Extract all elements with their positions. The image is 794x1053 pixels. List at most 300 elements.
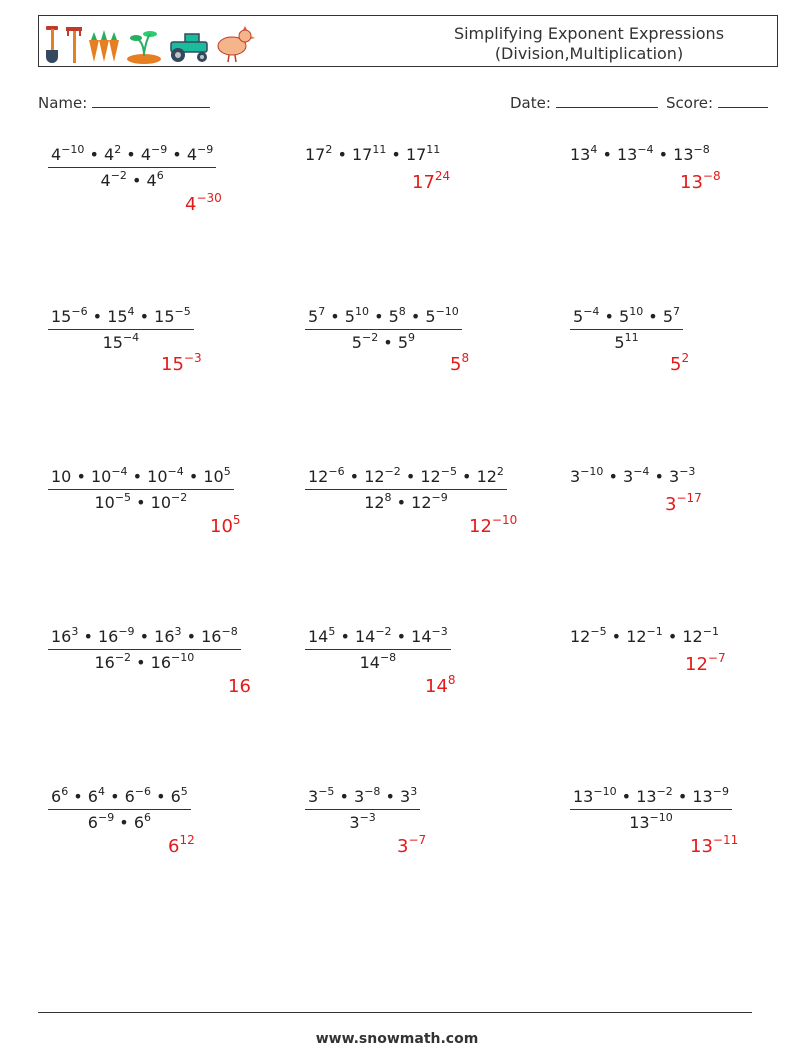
term-base: 12 xyxy=(682,627,703,646)
header-icons xyxy=(43,20,255,64)
numerator xyxy=(305,467,507,490)
term-base: 13 xyxy=(673,145,694,164)
term-base: 16 xyxy=(97,627,119,646)
term-base: 6 xyxy=(133,813,144,832)
denominator xyxy=(305,650,451,672)
fraction xyxy=(48,627,241,672)
term-base: 4 xyxy=(100,171,111,190)
term-base: 12 xyxy=(685,654,708,675)
multiply-dot: • xyxy=(104,787,125,806)
hen-icon xyxy=(215,24,255,64)
term-exponent: −5 xyxy=(114,491,132,504)
term-exponent: 9 xyxy=(408,331,415,344)
term-base: 4 xyxy=(146,171,157,190)
multiply-dot: • xyxy=(134,307,155,326)
term-base: 13 xyxy=(570,145,591,164)
term-exponent: −2 xyxy=(656,785,673,798)
term-base: 3 xyxy=(669,467,680,486)
power-term xyxy=(134,813,151,832)
term-exponent: 11 xyxy=(624,331,639,344)
term-exponent: −4 xyxy=(637,143,654,156)
problem-14 xyxy=(305,787,420,832)
term-base: 12 xyxy=(476,467,497,486)
power-term xyxy=(411,627,448,646)
term-exponent: 5 xyxy=(232,513,241,527)
term-exponent: −4 xyxy=(111,465,128,478)
term-base: 5 xyxy=(425,307,436,326)
term-exponent: −1 xyxy=(646,625,663,638)
problem-4 xyxy=(48,307,194,352)
fraction xyxy=(305,467,507,512)
term-base: 13 xyxy=(636,787,657,806)
term-exponent: 3 xyxy=(71,625,79,638)
term-exponent: −10 xyxy=(61,143,85,156)
shovel-icon xyxy=(43,24,61,64)
power-term xyxy=(91,467,128,486)
multiply-dot: • xyxy=(114,813,134,832)
multiply-dot: • xyxy=(127,467,148,486)
power-term xyxy=(354,787,380,806)
multiply-dot: • xyxy=(378,333,398,352)
multiply-dot: • xyxy=(68,787,88,806)
numerator xyxy=(570,787,732,810)
problem-15 xyxy=(570,787,732,832)
term-exponent: 8 xyxy=(447,673,456,687)
term-exponent: −30 xyxy=(196,191,222,205)
power-term xyxy=(477,467,504,486)
term-base: 14 xyxy=(411,627,432,646)
term-base: 3 xyxy=(623,467,634,486)
power-term xyxy=(355,627,392,646)
multiply-dot: • xyxy=(332,145,352,164)
problem-2 xyxy=(305,145,440,164)
power-term xyxy=(629,813,673,832)
term-base: 12 xyxy=(364,493,385,512)
denominator xyxy=(570,810,732,832)
multiply-dot: • xyxy=(121,145,141,164)
problem-3 xyxy=(570,145,710,164)
power-term xyxy=(406,145,440,164)
date-label: Date: xyxy=(510,94,551,112)
power-term xyxy=(51,627,78,646)
power-term xyxy=(352,333,378,352)
term-exponent: −7 xyxy=(707,651,726,665)
multiply-dot: • xyxy=(71,467,91,486)
term-base: 4 xyxy=(140,145,151,164)
term-exponent: −3 xyxy=(183,351,202,365)
term-base: 6 xyxy=(87,787,98,806)
term-exponent: 6 xyxy=(61,785,69,798)
answer-9 xyxy=(665,491,702,515)
term-base: 12 xyxy=(626,627,647,646)
term-base: 12 xyxy=(469,516,492,537)
term-exponent: 2 xyxy=(496,465,504,478)
multiply-dot: • xyxy=(380,787,401,806)
term-base: 12 xyxy=(308,467,329,486)
answer-2 xyxy=(412,169,451,193)
power-term xyxy=(619,307,643,326)
power-term xyxy=(360,653,397,672)
term-exponent: −4 xyxy=(633,465,650,478)
product-expression xyxy=(570,145,710,164)
multiply-dot: • xyxy=(597,145,617,164)
term-exponent: 2 xyxy=(681,351,690,365)
term-base: 12 xyxy=(570,627,591,646)
score-field[interactable] xyxy=(666,93,768,112)
answer-7 xyxy=(210,513,241,537)
term-base: 14 xyxy=(425,676,448,697)
answer-1 xyxy=(185,191,222,215)
power-term xyxy=(154,627,181,646)
term-exponent: −9 xyxy=(151,143,168,156)
term-exponent: 6 xyxy=(156,169,164,182)
multiply-dot: • xyxy=(151,787,171,806)
power-term xyxy=(349,813,375,832)
denominator xyxy=(305,810,420,832)
power-term xyxy=(98,627,135,646)
multiply-dot: • xyxy=(183,467,204,486)
problem-11 xyxy=(305,627,451,672)
problem-1 xyxy=(48,145,216,190)
term-base: 10 xyxy=(150,493,172,512)
problem-10 xyxy=(48,627,241,672)
numerator xyxy=(305,787,420,810)
carrots-icon xyxy=(87,24,121,64)
multiply-dot: • xyxy=(649,467,670,486)
answer-8 xyxy=(469,513,518,537)
term-base: 5 xyxy=(388,307,399,326)
name-label: Name: xyxy=(38,94,88,112)
multiply-dot: • xyxy=(78,627,98,646)
multiply-dot: • xyxy=(405,307,426,326)
term-base: 17 xyxy=(412,172,435,193)
term-exponent: −8 xyxy=(364,785,381,798)
tractor-icon xyxy=(167,24,211,64)
answer-5 xyxy=(450,351,470,375)
footer-url: www.snowmath.com xyxy=(315,1031,479,1047)
term-exponent: −2 xyxy=(114,651,132,664)
power-term xyxy=(94,653,131,672)
term-base: 3 xyxy=(308,787,319,806)
term-exponent: 11 xyxy=(426,143,441,156)
answer-3 xyxy=(680,169,721,193)
term-exponent: −9 xyxy=(97,811,115,824)
power-term xyxy=(389,307,406,326)
power-term xyxy=(364,467,401,486)
term-base: 10 xyxy=(51,467,72,486)
power-term xyxy=(147,171,164,190)
term-base: 5 xyxy=(662,307,673,326)
sprout-icon xyxy=(125,24,163,64)
score-blank[interactable] xyxy=(718,93,768,108)
power-term xyxy=(623,467,649,486)
problem-12 xyxy=(570,627,719,646)
product-expression xyxy=(305,145,440,164)
term-exponent: −10 xyxy=(171,651,195,664)
term-exponent: 12 xyxy=(179,833,195,847)
date-field[interactable] xyxy=(510,93,658,112)
numerator xyxy=(48,145,216,168)
term-base: 5 xyxy=(614,333,625,352)
term-exponent: −4 xyxy=(583,305,600,318)
term-exponent: −9 xyxy=(118,625,135,638)
term-exponent: 3 xyxy=(410,785,418,798)
power-term xyxy=(51,467,71,486)
term-exponent: 10 xyxy=(629,305,644,318)
denominator xyxy=(305,490,507,512)
multiply-dot: • xyxy=(391,627,412,646)
power-term xyxy=(626,627,663,646)
term-exponent: −17 xyxy=(676,491,702,505)
name-blank[interactable] xyxy=(92,93,210,108)
power-term xyxy=(308,627,335,646)
footer-divider xyxy=(38,1012,752,1013)
fraction xyxy=(305,627,451,672)
power-term xyxy=(573,787,617,806)
power-term xyxy=(308,787,334,806)
power-term xyxy=(107,307,134,326)
multiply-dot: • xyxy=(391,493,412,512)
term-base: 12 xyxy=(411,493,432,512)
power-term xyxy=(617,145,654,164)
term-exponent: −6 xyxy=(328,465,345,478)
power-term xyxy=(570,467,603,486)
name-field[interactable] xyxy=(38,93,210,112)
power-term xyxy=(51,307,88,326)
term-base: 15 xyxy=(107,307,128,326)
answer-6 xyxy=(670,351,690,375)
term-base: 4 xyxy=(186,145,198,164)
term-exponent: −10 xyxy=(580,465,604,478)
power-term xyxy=(352,145,386,164)
multiply-dot: • xyxy=(131,493,151,512)
term-exponent: −9 xyxy=(712,785,729,798)
term-exponent: 11 xyxy=(372,143,387,156)
term-exponent: −3 xyxy=(679,465,696,478)
term-base: 3 xyxy=(400,787,411,806)
multiply-dot: • xyxy=(335,627,355,646)
multiply-dot: • xyxy=(334,787,355,806)
multiply-dot: • xyxy=(325,307,345,326)
term-exponent: 5 xyxy=(223,465,231,478)
term-base: 5 xyxy=(308,307,319,326)
term-exponent: 8 xyxy=(398,305,406,318)
power-term xyxy=(400,787,417,806)
term-base: 14 xyxy=(354,627,376,646)
power-term xyxy=(364,493,391,512)
problem-5 xyxy=(305,307,462,352)
term-exponent: −6 xyxy=(134,785,151,798)
term-base: 17 xyxy=(405,145,427,164)
power-term xyxy=(51,787,68,806)
power-term xyxy=(103,333,140,352)
problem-8 xyxy=(305,467,507,512)
term-base: 3 xyxy=(665,494,677,515)
term-base: 13 xyxy=(573,787,594,806)
fraction xyxy=(305,787,420,832)
term-exponent: −8 xyxy=(702,169,721,183)
term-exponent: 24 xyxy=(434,169,451,183)
power-term xyxy=(669,467,695,486)
power-term xyxy=(104,145,121,164)
term-base: 12 xyxy=(420,467,441,486)
term-base: 16 xyxy=(154,627,175,646)
term-base: 6 xyxy=(87,813,98,832)
term-exponent: −1 xyxy=(702,625,719,638)
term-exponent: −2 xyxy=(384,465,401,478)
problem-9 xyxy=(570,467,695,486)
term-exponent: −9 xyxy=(431,491,448,504)
term-base: 13 xyxy=(690,836,713,857)
numerator xyxy=(570,307,683,330)
fraction xyxy=(48,145,216,190)
term-exponent: −10 xyxy=(491,513,518,527)
term-exponent: −4 xyxy=(122,331,140,344)
denominator xyxy=(48,168,216,190)
power-term xyxy=(88,787,105,806)
term-base: 15 xyxy=(161,354,184,375)
fraction xyxy=(570,307,683,352)
denominator xyxy=(570,330,683,352)
multiply-dot: • xyxy=(167,145,187,164)
term-base: 5 xyxy=(450,354,462,375)
multiply-dot: • xyxy=(603,467,624,486)
term-base: 3 xyxy=(349,813,360,832)
fraction xyxy=(305,307,462,352)
term-exponent: −4 xyxy=(167,465,184,478)
term-exponent: −2 xyxy=(375,625,392,638)
title-line-1: Simplifying Exponent Expressions xyxy=(453,24,725,43)
term-base: 4 xyxy=(51,145,62,164)
multiply-dot: • xyxy=(134,627,155,646)
power-term xyxy=(692,787,729,806)
term-exponent: −5 xyxy=(174,305,191,318)
term-base: 14 xyxy=(308,627,329,646)
power-term xyxy=(663,307,680,326)
term-exponent: −2 xyxy=(171,491,188,504)
denominator xyxy=(48,490,234,512)
numerator xyxy=(48,627,241,650)
term-base: 13 xyxy=(616,145,638,164)
term-exponent: 3 xyxy=(174,625,182,638)
multiply-dot: • xyxy=(400,467,421,486)
power-term xyxy=(425,307,458,326)
denominator xyxy=(305,330,462,352)
power-term xyxy=(203,467,230,486)
answer-14 xyxy=(397,833,427,857)
denominator xyxy=(48,330,194,352)
power-term xyxy=(305,145,332,164)
term-base: 12 xyxy=(364,467,385,486)
answer-4 xyxy=(161,351,202,375)
term-base: 3 xyxy=(354,787,365,806)
answer-13 xyxy=(168,833,195,857)
multiply-dot: • xyxy=(368,307,389,326)
answer-10 xyxy=(228,676,251,697)
multiply-dot: • xyxy=(181,627,202,646)
term-base: 17 xyxy=(351,145,373,164)
term-base: 17 xyxy=(305,145,326,164)
power-term xyxy=(151,493,188,512)
answer-12 xyxy=(685,651,726,675)
term-exponent: −2 xyxy=(361,331,379,344)
fraction xyxy=(570,787,732,832)
power-term xyxy=(94,493,131,512)
multiply-dot: • xyxy=(344,467,365,486)
worksheet-title xyxy=(439,24,739,64)
term-exponent: 7 xyxy=(673,305,680,318)
term-base: 5 xyxy=(670,354,682,375)
title-line-2: (Division,Multiplication) xyxy=(494,44,684,63)
term-exponent: 4 xyxy=(97,785,105,798)
term-base: 5 xyxy=(351,333,362,352)
term-base: 5 xyxy=(397,333,408,352)
date-blank[interactable] xyxy=(556,93,658,108)
term-base: 15 xyxy=(51,307,72,326)
power-term xyxy=(345,307,369,326)
term-exponent: 2 xyxy=(325,143,333,156)
numerator xyxy=(48,787,191,810)
power-term xyxy=(570,627,607,646)
power-term xyxy=(154,307,191,326)
term-exponent: 8 xyxy=(461,351,470,365)
numerator xyxy=(305,307,462,330)
term-exponent: −10 xyxy=(593,785,617,798)
problem-13 xyxy=(48,787,191,832)
power-term xyxy=(673,145,710,164)
term-base: 6 xyxy=(170,787,181,806)
term-base: 16 xyxy=(94,653,115,672)
multiply-dot: • xyxy=(131,653,151,672)
term-exponent: 4 xyxy=(590,143,598,156)
term-exponent: −8 xyxy=(693,143,710,156)
answer-15 xyxy=(690,833,739,857)
power-term xyxy=(411,493,448,512)
term-base: 14 xyxy=(359,653,380,672)
multiply-dot: • xyxy=(672,787,693,806)
denominator xyxy=(48,810,191,832)
multiply-dot: • xyxy=(126,171,147,190)
term-exponent: −10 xyxy=(649,811,673,824)
term-exponent: −5 xyxy=(590,625,607,638)
power-term xyxy=(682,627,719,646)
term-exponent: −3 xyxy=(359,811,376,824)
score-label: Score: xyxy=(666,94,714,112)
answer-11 xyxy=(425,673,456,697)
term-exponent: −5 xyxy=(440,465,457,478)
term-base: 15 xyxy=(154,307,175,326)
term-base: 6 xyxy=(124,787,135,806)
term-exponent: −2 xyxy=(110,169,127,182)
numerator xyxy=(48,467,234,490)
term-base: 16 xyxy=(228,676,251,697)
numerator xyxy=(48,307,194,330)
term-base: 10 xyxy=(210,516,233,537)
term-base: 3 xyxy=(397,836,409,857)
term-exponent: −10 xyxy=(435,305,459,318)
term-base: 10 xyxy=(203,467,224,486)
term-base: 16 xyxy=(201,627,222,646)
term-exponent: 5 xyxy=(328,625,336,638)
term-exponent: −8 xyxy=(379,651,397,664)
term-base: 13 xyxy=(692,787,713,806)
term-exponent: −7 xyxy=(408,833,427,847)
term-exponent: −8 xyxy=(221,625,238,638)
multiply-dot: • xyxy=(386,145,406,164)
power-term xyxy=(420,467,457,486)
power-term xyxy=(308,307,325,326)
term-exponent: −11 xyxy=(712,833,739,847)
